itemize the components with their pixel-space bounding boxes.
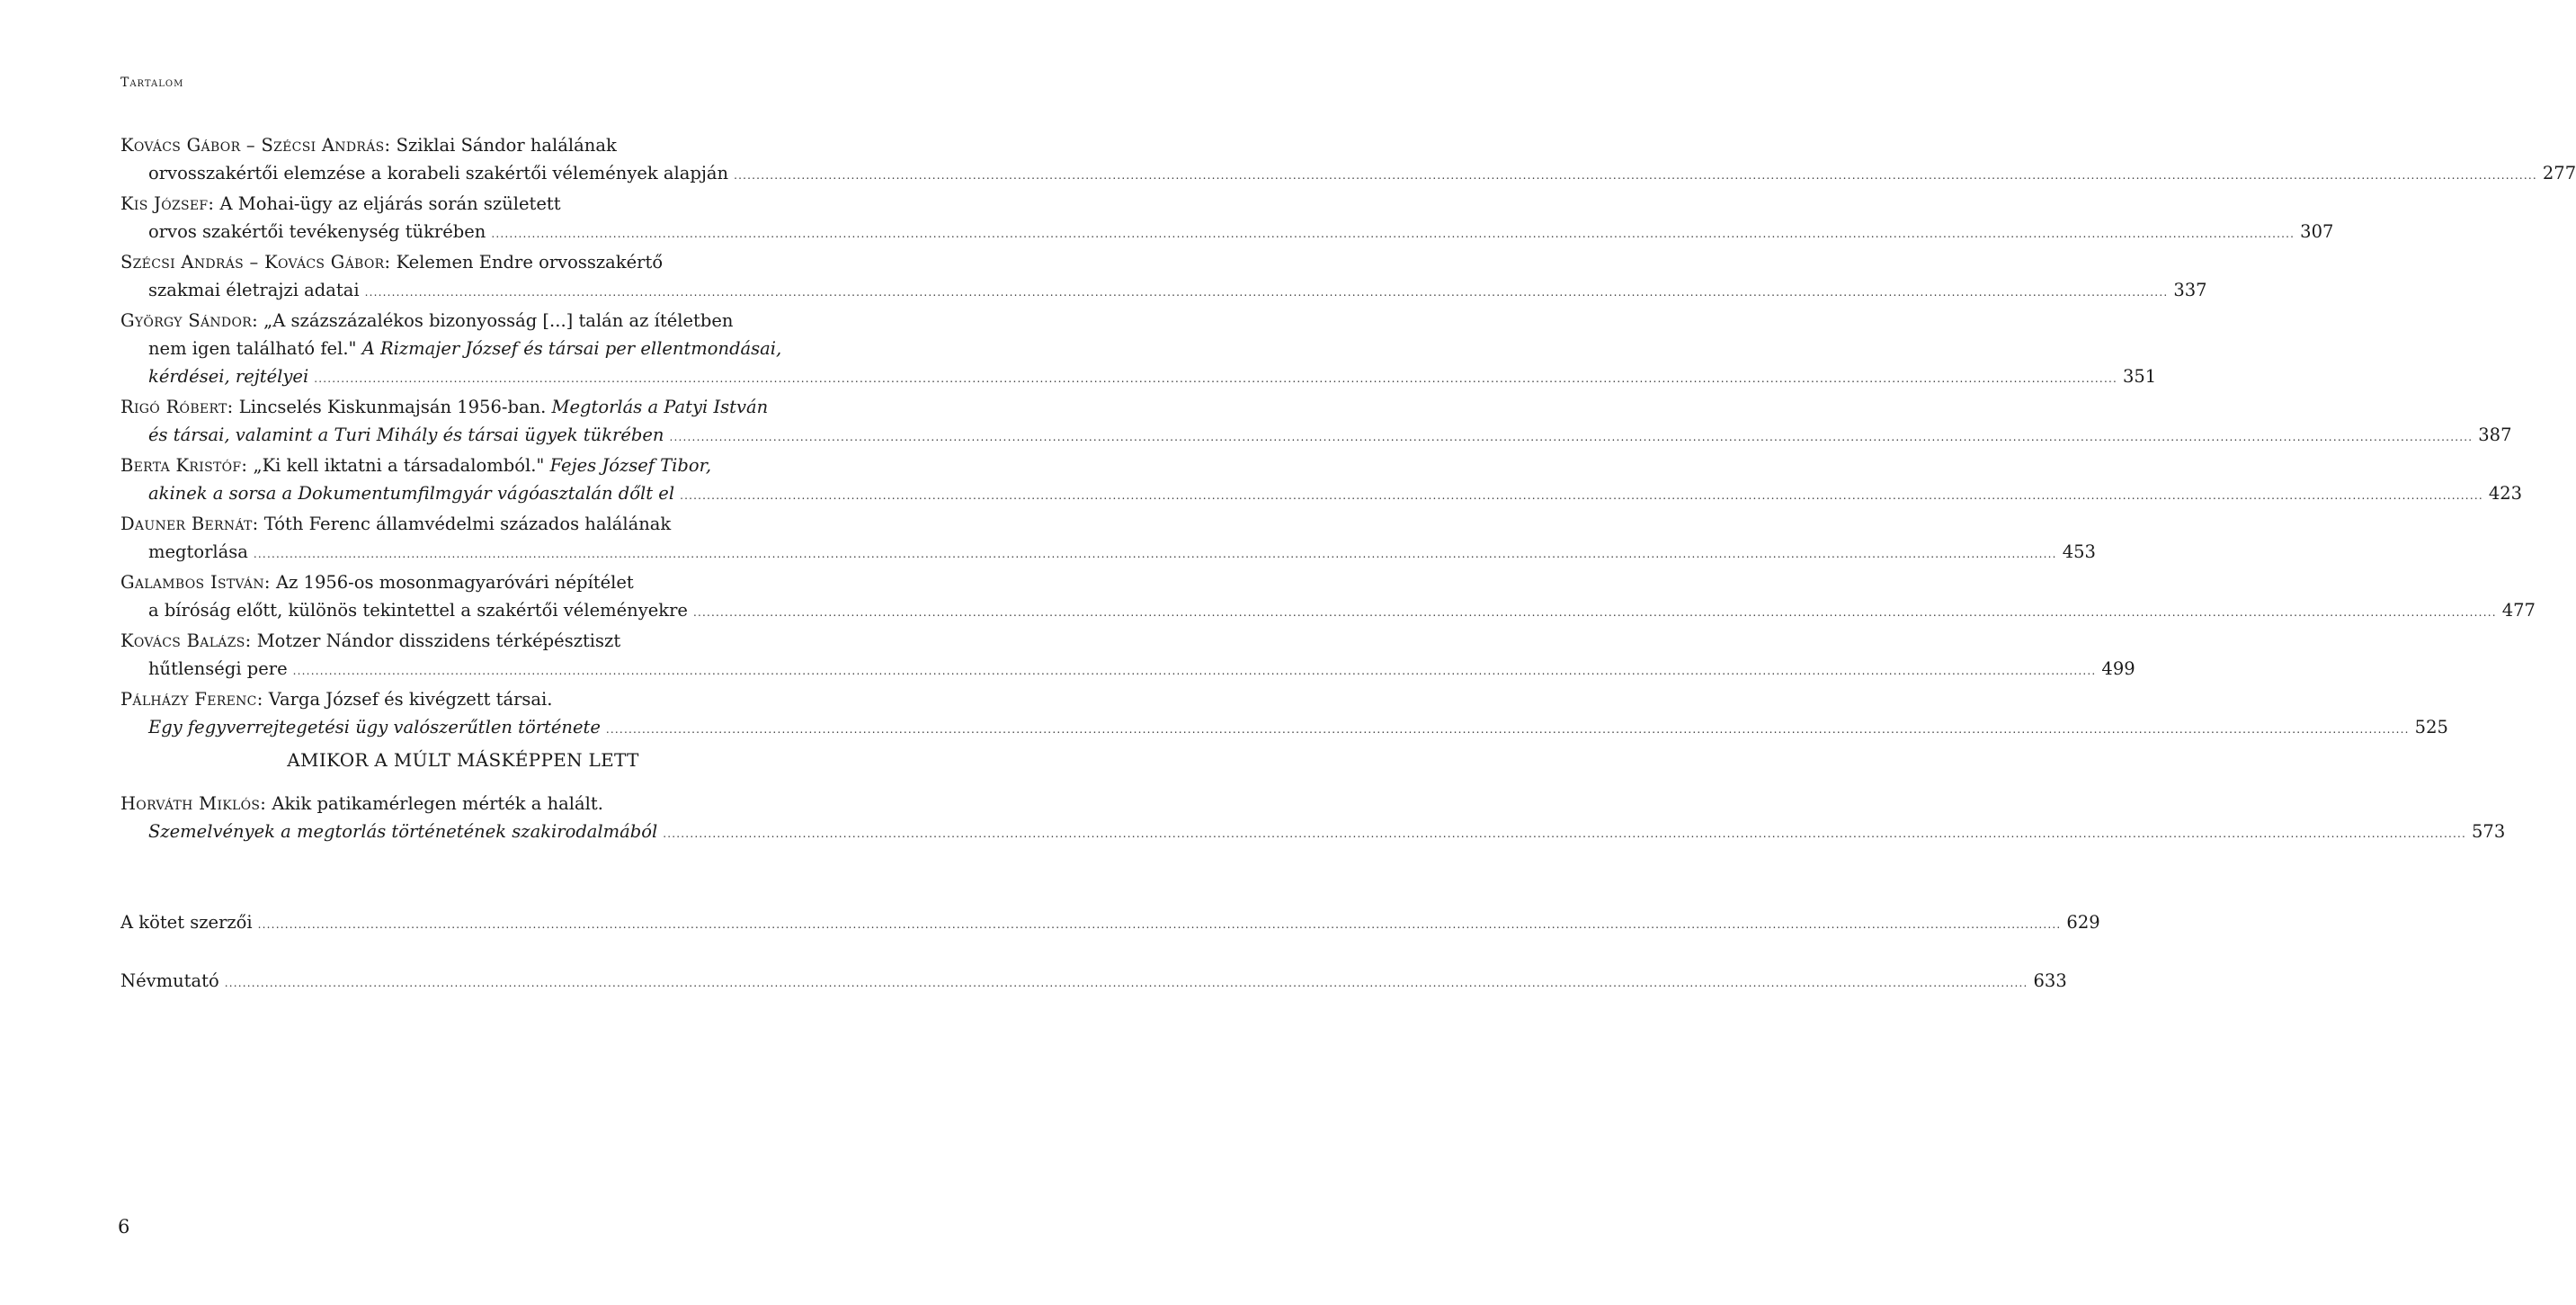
entry-first-line	[120, 568, 806, 596]
entry-subtitle: Megtorlás a Patyi István	[546, 397, 769, 417]
back-matter-list	[120, 908, 2100, 1025]
toc-entry	[120, 568, 2536, 627]
entry-page-number: 499	[2101, 658, 2135, 679]
entry-author: György Sándor:	[120, 310, 258, 331]
entry-title: kérdései, rejtélyei	[148, 366, 309, 387]
entry-first-line	[120, 307, 806, 335]
entry-title: és társai, valamint a Turi Mihály és társai ügyek tükrében	[148, 425, 664, 445]
toc-entry	[120, 510, 2096, 568]
dot-leader: ................................................................................................................................................................................................................................................................................................................................................................................................................	[224, 977, 2028, 989]
entry-title: „Ki kell iktatni a társadalomból."	[253, 455, 545, 476]
entry-title: Az 1956-os mosonmagyaróvári népítélet	[275, 572, 634, 593]
entry-author: Szécsi András – Kovács Gábor:	[120, 252, 391, 273]
entry-first-line	[120, 393, 806, 421]
page-number: 6	[118, 1216, 130, 1238]
back-matter-entry	[120, 967, 2067, 997]
dot-leader: ................................................................................................................................................................................................................................................................................................................................................................................................................	[292, 665, 2097, 677]
entry-first-line	[120, 627, 806, 655]
entry-title: Sziklai Sándor halálának	[396, 135, 617, 156]
entry-page-number: 525	[2414, 717, 2448, 737]
entry-first-line	[120, 685, 806, 713]
entry-first-line	[120, 190, 806, 218]
entry-author: Berta Kristóf:	[120, 455, 248, 476]
dot-leader: ................................................................................................................................................................................................................................................................................................................................................................................................................	[663, 827, 2467, 840]
entry-last-line	[120, 596, 2536, 627]
dot-leader: ................................................................................................................................................................................................................................................................................................................................................................................................................	[692, 606, 2497, 619]
table-of-contents	[120, 131, 2576, 744]
entry-last-line	[120, 713, 2448, 744]
toc-entry	[120, 627, 2135, 685]
entry-title: Akik patikamérlegen mérték a halált.	[272, 793, 603, 814]
entry-author: Kis József:	[120, 193, 215, 214]
entry-title: Motzer Nándor disszidens térképésztiszt	[256, 630, 621, 651]
dot-leader: ................................................................................................................................................................................................................................................................................................................................................................................................................	[605, 723, 2410, 736]
entry-author: Horváth Miklós:	[120, 793, 267, 814]
entry-title: Szemelvények a megtorlás történetének szakirodalmából	[148, 821, 658, 842]
entry-first-line	[120, 790, 806, 818]
dot-leader: ................................................................................................................................................................................................................................................................................................................................................................................................................	[680, 489, 2483, 502]
entry-page-number: 387	[2478, 425, 2512, 445]
entry-last-line	[120, 421, 2512, 451]
entry-page-number: 629	[2066, 912, 2100, 933]
dot-leader: ................................................................................................................................................................................................................................................................................................................................................................................................................	[734, 169, 2537, 182]
entry-first-line	[120, 131, 806, 159]
toc-entry	[120, 190, 2334, 248]
entry-title: Egy fegyverrejtegetési ügy valószerűtlen története	[148, 717, 601, 737]
section-title: AMIKOR A MÚLT MÁSKÉPPEN LETT	[287, 749, 639, 771]
entry-page-number: 633	[2033, 970, 2067, 991]
dot-leader: ................................................................................................................................................................................................................................................................................................................................................................................................................	[257, 918, 2062, 931]
entry-page-number: 351	[2122, 366, 2157, 387]
entry-page-number: 277	[2542, 163, 2576, 183]
entry-author: Rigó Róbert:	[120, 397, 234, 417]
toc-entry	[120, 451, 2523, 510]
entry-last-line	[120, 479, 2523, 510]
dot-leader: ................................................................................................................................................................................................................................................................................................................................................................................................................	[669, 431, 2473, 443]
entry-page-number: 423	[2488, 483, 2523, 504]
toc-entry	[120, 393, 2512, 451]
entry-author: Kovács Gábor – Szécsi András:	[120, 135, 391, 156]
entry-last-line	[120, 159, 2576, 190]
entry-last-line	[120, 818, 2506, 848]
dot-leader: ................................................................................................................................................................................................................................................................................................................................................................................................................	[314, 372, 2117, 385]
dot-leader: ................................................................................................................................................................................................................................................................................................................................................................................................................	[364, 286, 2169, 299]
section-table-of-contents	[120, 790, 2506, 848]
back-matter-entry	[120, 908, 2100, 939]
toc-entry	[120, 307, 2157, 393]
entry-subtitle: A Rizmajer József és társai per ellentmondásai,	[356, 338, 782, 359]
entry-first-line	[120, 248, 806, 276]
entry-author: Kovács Balázs:	[120, 630, 252, 651]
entry-author: Pálházy Ferenc:	[120, 689, 263, 710]
entry-last-line	[120, 655, 2135, 685]
entry-title: Tóth Ferenc államvédelmi százados halálának	[263, 514, 672, 534]
entry-last-line	[120, 218, 2334, 248]
entry-title: orvos szakértői tevékenység tükrében	[148, 221, 486, 242]
entry-title: orvosszakértői elemzése a korabeli szakértői vélemények alapján	[148, 163, 729, 183]
toc-entry	[120, 131, 2576, 190]
entry-last-line	[120, 362, 2157, 393]
entry-subtitle: Fejes József Tibor,	[544, 455, 712, 476]
entry-page-number: 477	[2501, 600, 2536, 621]
entry-title: szakmai életrajzi adatai	[148, 280, 360, 300]
entry-author: Dauner Bernát:	[120, 514, 259, 534]
entry-last-line	[120, 276, 2207, 307]
dot-leader: ................................................................................................................................................................................................................................................................................................................................................................................................................	[491, 228, 2295, 240]
entry-title: akinek a sorsa a Dokumentumfilmgyár vágóasztalán dőlt el	[148, 483, 675, 504]
entry-first-line	[120, 510, 806, 538]
entry-title: Varga József és kivégzett társai.	[268, 689, 553, 710]
entry-continuation-line	[120, 335, 806, 362]
dot-leader: ................................................................................................................................................................................................................................................................................................................................................................................................................	[253, 548, 2057, 560]
running-head: Tartalom	[120, 76, 184, 90]
entry-page-number: 573	[2472, 821, 2506, 842]
entry-page-number: 337	[2173, 280, 2207, 300]
entry-last-line	[120, 538, 2096, 568]
entry-title: Névmutató	[120, 970, 219, 991]
entry-first-line	[120, 451, 806, 479]
entry-title: Lincselés Kiskunmajsán 1956-ban.	[238, 397, 547, 417]
entry-page-number: 307	[2300, 221, 2334, 242]
entry-title: a bíróság előtt, különös tekintettel a szakértői véleményekre	[148, 600, 688, 621]
entry-author: Galambos István:	[120, 572, 271, 593]
toc-entry	[120, 685, 2448, 744]
entry-title: „A százszázalékos bizonyosság [...] talán az ítéletben	[263, 310, 734, 331]
toc-entry	[120, 790, 2506, 848]
entry-title: hűtlenségi pere	[148, 658, 288, 679]
toc-entry	[120, 248, 2207, 307]
entry-title: nem igen található fel."	[148, 338, 357, 359]
entry-title: Kelemen Endre orvosszakértő	[396, 252, 664, 273]
entry-page-number: 453	[2062, 541, 2096, 562]
entry-title: megtorlása	[148, 541, 248, 562]
entry-title: A Mohai-ügy az eljárás során született	[219, 193, 561, 214]
entry-title: A kötet szerzői	[120, 912, 253, 933]
